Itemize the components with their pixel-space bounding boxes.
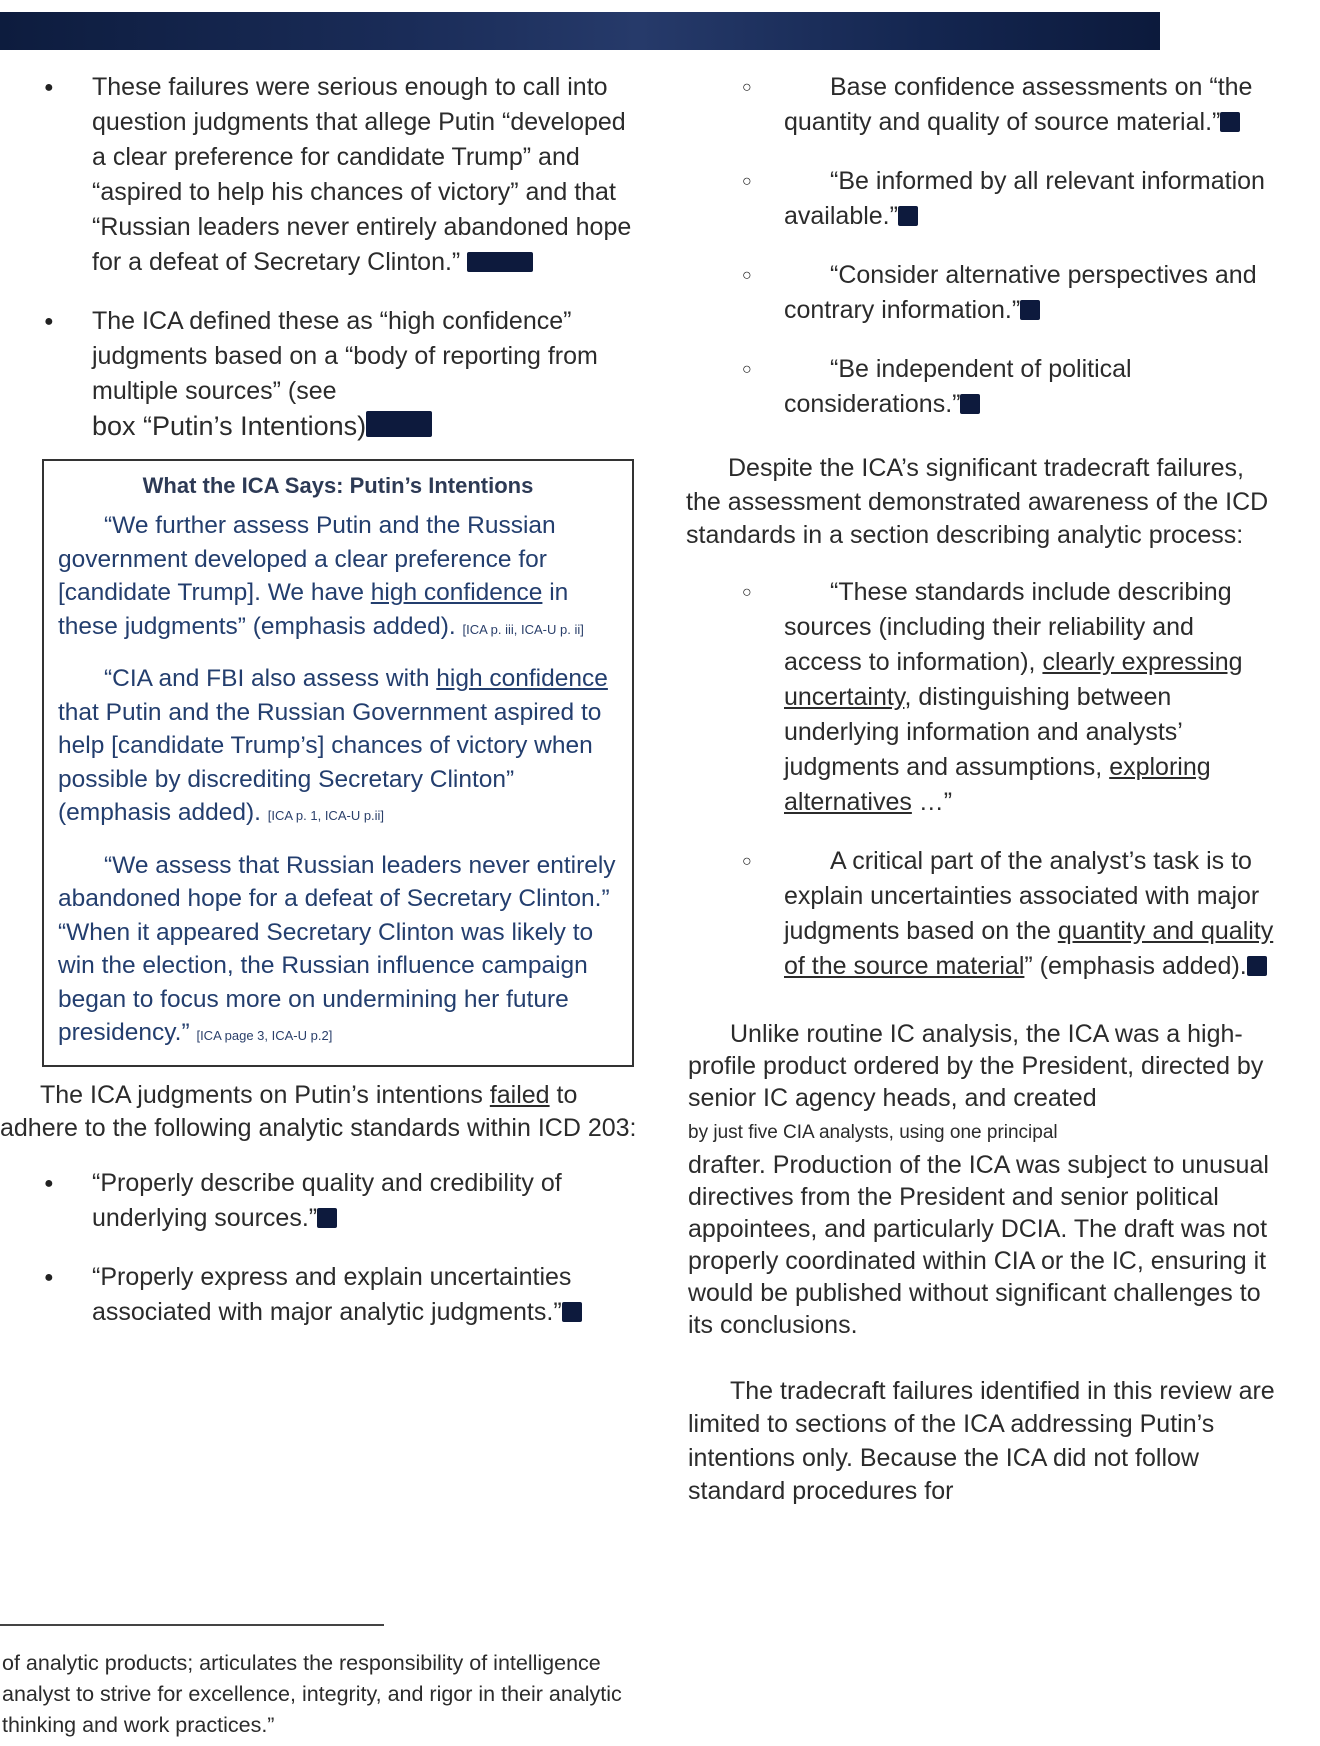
despite-paragraph: Despite the ICA’s significant tradecraft failures, the assessment demonstrated awareness of the ICD standards in a section describing analytic process: [686, 454, 1269, 549]
bullet-circle-icon: ● [44, 1268, 54, 1286]
standard-base-confidence: ○ Base confidence assessments on “the quantity and quality of source material.” [688, 70, 1278, 140]
standards-quote: ○ “These standards include describing sources (including their reliability and access to information), clearly expressing uncertainty, distinguishing between underlying information and analysts’ judgments and assumptions, exploring alternatives …” [688, 575, 1278, 820]
citation: [ICA page 3, ICA-U p.2] [196, 1028, 333, 1043]
right-column [688, 70, 1278, 1529]
footnote: of analytic products; articulates the responsibility of intelligence analyst to strive for excellence, integrity, and rigor in their analytic thinking and work practices.” [2, 1651, 622, 1737]
bullet-circle-icon: ○ [742, 852, 752, 870]
critical-part-quote: ○ A critical part of the analyst’s task is to explain uncertainties associated with major judgments based on the quantity and quality of the source material” (emphasis added). [688, 844, 1278, 984]
redaction-mark [562, 1302, 582, 1322]
standard-uncertainties [0, 1260, 640, 1330]
bullet-circle-icon: ● [44, 313, 54, 330]
box-quote-3: “We assess that Russian leaders never entirely abandoned hope for a defeat of Secretary Clinton.” “When it appeared Secretary Clinton was likely to win the election, the Russian influence campaign began to focus more on undermining her future presidency.” [ICA page 3, ICA-U p.2] [58, 851, 616, 1046]
bullet-text: The ICA defined these as “high confidence” judgments based on a “body of reporting from multiple sources” (see [92, 307, 598, 405]
standard-informed: ○ “Be informed by all relevant information available.” [688, 164, 1278, 234]
redaction-mark [898, 206, 918, 226]
redaction-mark [1220, 112, 1240, 132]
failed-standards-paragraph: The ICA judgments on Putin’s intentions failed to adhere to the following analytic standards within ICD 203: [0, 1080, 637, 1142]
citation: [ICA p. iii, ICA-U p. ii] [462, 621, 584, 637]
bullet-high-confidence [0, 304, 640, 445]
standard-independent: ○ “Be independent of political considerations.” [688, 352, 1278, 422]
bullet-circle-icon: ○ [742, 361, 752, 378]
redaction-mark [1247, 956, 1267, 976]
redaction-mark [960, 394, 980, 414]
box-reference: box “Putin’s Intentions) [92, 411, 367, 441]
bullet-circle-icon: ○ [742, 173, 752, 190]
unlike-paragraph: Unlike routine IC analysis, the ICA was a high-profile product ordered by the President, directed by senior IC agency heads, and created by just five CIA analysts, using one principal drafter. Production of the ICA was subject to unusual directives from the President and senior political appointees, and particularly DCIA. The draft was not properly coordinated within CIA or the IC, ensuring it would be published without significant challenges to its conclusions. [688, 1019, 1269, 1339]
left-column [0, 70, 640, 1354]
bullet-circle-icon: ○ [742, 267, 752, 284]
bullet-circle-icon: ○ [742, 583, 752, 601]
redacted-header-bar [0, 12, 1160, 50]
box-title: What the ICA Says: Putin’s Intentions [142, 473, 534, 498]
standard-alternatives: ○ “Consider alternative perspectives and contrary information.” [688, 258, 1278, 328]
redaction-mark [1020, 300, 1040, 320]
citation: [ICA p. 1, ICA-U p.ii] [267, 808, 385, 823]
standard-sources [0, 1166, 640, 1236]
redaction-mark [317, 1208, 337, 1228]
box-quote-2: “CIA and FBI also assess with high confidence that Putin and the Russian Government aspired to help [candidate Trump’s] chances of victory when possible by discrediting Secretary Clinton” (emphasis added). [ICA p. 1, ICA-U p.ii] [58, 665, 608, 826]
tradecraft-paragraph: The tradecraft failures identified in this review are limited to sections of the ICA addressing Putin’s intentions only. Because the ICA did not follow standard procedures for [688, 1376, 1275, 1505]
footnote-divider [0, 1624, 384, 1626]
standard-text: “Properly express and explain uncertainties associated with major analytic judgments.” [92, 1262, 572, 1326]
bullet-circle-icon: ● [44, 79, 54, 96]
redaction-mark [366, 411, 432, 437]
standard-text: “Properly describe quality and credibility of underlying sources.” [92, 1168, 562, 1232]
bullet-circle-icon: ● [44, 1174, 54, 1192]
bullet-circle-icon: ○ [742, 79, 752, 96]
ica-quote-box [42, 459, 634, 1067]
redaction-mark [467, 252, 533, 272]
bullet-text: These failures were serious enough to call into question judgments that allege Putin “developed a clear preference for candidate Trump” and “aspired to help his chances of victory” and that “Russian leaders never entirely abandoned hope for a defeat of Secretary Clinton.” [92, 73, 632, 276]
bullet-failures [0, 70, 640, 280]
box-quote-1: “We further assess Putin and the Russian government developed a clear preference for [candidate Trump]. We have high confidence in these judgments” (emphasis added). [ICA p. iii, ICA-U p. ii] [58, 512, 584, 640]
